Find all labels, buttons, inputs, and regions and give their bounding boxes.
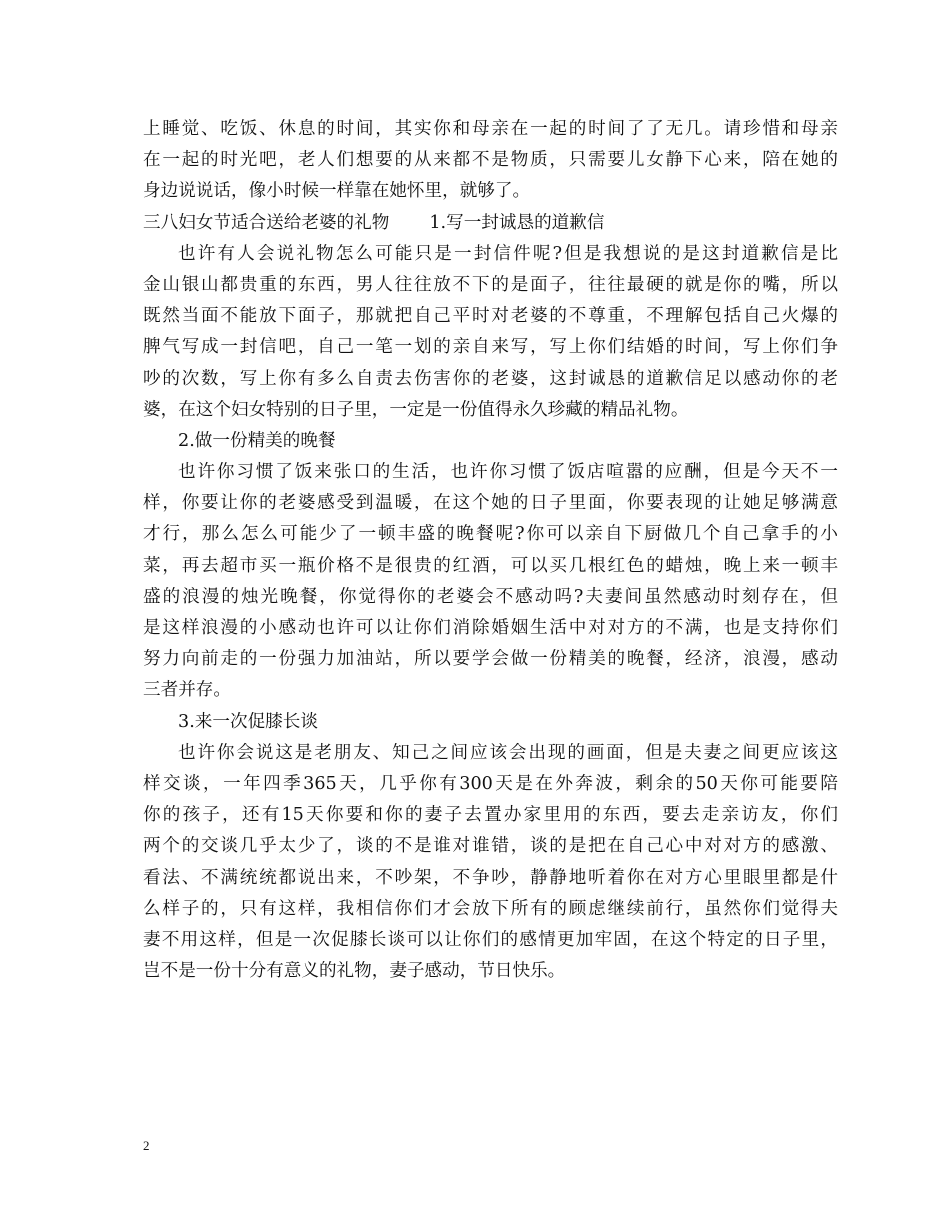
text-line: 身边说说话，像小时候一样靠在她怀里，就够了。 (143, 181, 531, 202)
text-line: 吵的次数，写上你有多么自责去伤害你的老婆，这封诚恳的道歉信足以感动你的老 (143, 368, 838, 389)
text-line: 脾气写成一封信吧，自己一笔一划的亲自来写，写上你们结婚的时间，写上你们争 (143, 337, 838, 358)
text-line: 努力向前走的一份强力加油站，所以要学会做一份精美的晚餐，经济，浪漫，感动 (143, 649, 838, 670)
text-line: 菜，再去超市买一瓶价格不是很贵的红酒，可以买几根红色的蜡烛，晚上来一顿丰 (143, 555, 838, 576)
text-line: 也许你习惯了饭来张口的生活，也许你习惯了饭店喧嚣的应酬，但是今天不一 (178, 462, 838, 483)
text-line: 么样子的，只有这样，我相信你们才会放下所有的顾虑继续前行，虽然你们觉得夫 (143, 898, 838, 919)
text-line: 金山银山都贵重的东西，男人往往放不下的是面子，往往最硬的就是你的嘴，所以 (143, 274, 838, 295)
gift-2-title: 2.做一份精美的晚餐 (178, 430, 336, 451)
text-line: 才行，那么怎么可能少了一顿丰盛的晚餐呢?你可以亲自下厨做几个自己拿手的小 (143, 524, 838, 545)
document-body (143, 114, 838, 987)
text-line: 在一起的时光吧，老人们想要的从来都不是物质，只需要儿女静下心来，陪在她的 (143, 150, 838, 171)
text-line: 也许有人会说礼物怎么可能只是一封信件呢?但是我想说的是这封道歉信是比 (178, 243, 838, 264)
text-line: 婆，在这个妇女特别的日子里，一定是一份值得永久珍藏的精品礼物。 (143, 399, 689, 420)
text-line: 妻不用这样，但是一次促膝长谈可以让你们的感情更加牢固，在这个特定的日子里， (143, 929, 838, 950)
gift-3-title: 3.来一次促膝长谈 (178, 711, 318, 732)
gift-1-title: 1.写一封诚恳的道歉信 (429, 212, 605, 233)
text-line: 两个的交谈几乎太少了，谈的不是谁对谁错，谈的是把在自己心中对对方的感激、 (143, 836, 838, 857)
section-heading (143, 208, 838, 239)
text-line: 是这样浪漫的小感动也许可以让你们消除婚姻生活中对对方的不满，也是支持你们 (143, 618, 838, 638)
text-line: 样交谈，一年四季365天，几乎你有300天是在外奔波，剩余的50天你可能要陪 (143, 773, 838, 794)
section-title: 三八妇女节适合送给老婆的礼物 (143, 212, 390, 233)
text-line: 盛的浪漫的烛光晚餐，你觉得你的老婆会不感动吗?夫妻间虽然感动时刻存在，但 (143, 586, 838, 607)
text-line: 看法、不满统统都说出来，不吵架，不争吵，静静地听着你在对方心里眼里都是什 (143, 867, 838, 888)
text-line: 上睡觉、吃饭、休息的时间，其实你和母亲在一起的时间了了无几。请珍惜和母亲 (143, 119, 838, 139)
text-line: 你的孩子，还有15天你要和你的妻子去置办家里用的东西，要去走亲访友，你们 (143, 805, 838, 826)
text-line: 岂不是一份十分有意义的礼物，妻子感动，节日快乐。 (143, 961, 566, 982)
text-line: 也许你会说这是老朋友、知己之间应该会出现的画面，但是夫妻之间更应该这 (178, 742, 838, 763)
page-number: 2 (143, 1138, 150, 1153)
text-line: 三者并存。 (143, 680, 231, 701)
text-line: 既然当面不能放下面子，那就把自己平时对老婆的不尊重，不理解包括自己火爆的 (143, 306, 838, 327)
text-line: 样，你要让你的老婆感受到温暖，在这个她的日子里面，你要表现的让她足够满意 (143, 493, 838, 514)
